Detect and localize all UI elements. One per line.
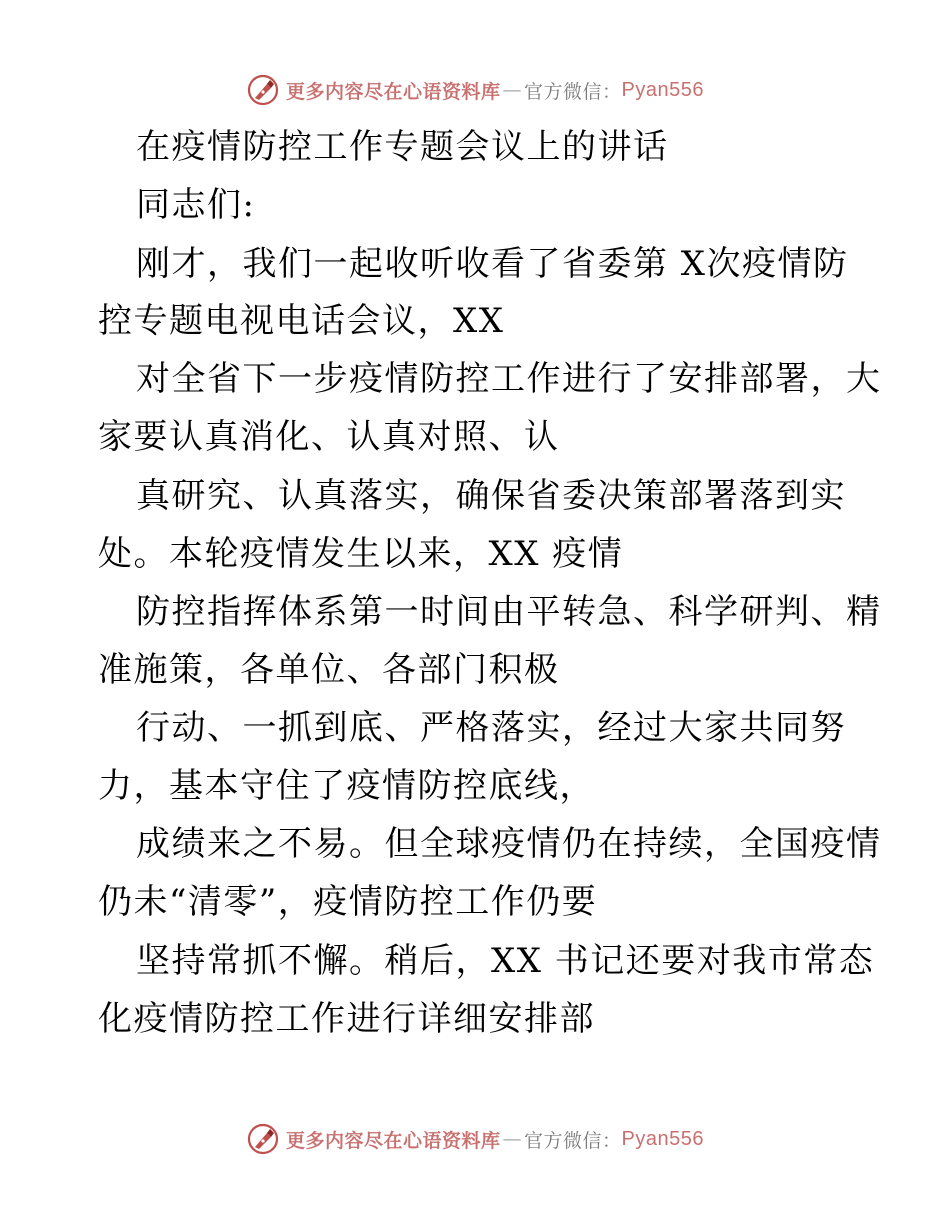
paragraph-line: 家要认真消化、认真对照、认 — [98, 417, 560, 457]
paragraph-line: 准施策，各单位、各部门积极 — [98, 650, 560, 690]
paragraph-line: 控专题电视电话会议，XX — [98, 301, 505, 341]
wechat-id: Pyan556 — [621, 1127, 704, 1150]
header-watermark-banner — [0, 70, 950, 110]
official-wechat-label: 官方微信： — [524, 80, 622, 103]
brand-text: 更多内容尽在心语资料库 — [286, 1129, 501, 1152]
paragraph-line: 仍未“清零”，疫情防控工作仍要 — [98, 882, 598, 922]
banner-dash: — — [502, 79, 523, 101]
paragraph-line: 真研究、认真落实，确保省委决策部署落到实 — [136, 476, 846, 516]
official-wechat-label: 官方微信： — [524, 1129, 622, 1152]
footer-watermark-banner — [0, 1119, 950, 1159]
paragraph-line: 行动、一抓到底、严格落实，经过大家共同努 — [136, 708, 846, 748]
wechat-id: Pyan556 — [621, 78, 704, 101]
banner-dash: — — [502, 1128, 523, 1150]
paragraph-line: 力，基本守住了疫情防控底线， — [98, 766, 595, 806]
pen-nib-circle-logo-icon — [246, 73, 280, 107]
paragraph-line: 成绩来之不易。但全球疫情仍在持续，全国疫情 — [136, 824, 882, 864]
pen-nib-circle-logo-icon — [246, 1122, 280, 1156]
paragraph-line: 刚才，我们一起收听收看了省委第 X次疫情防 — [136, 244, 849, 284]
paragraph-line: 化疫情防控工作进行详细安排部 — [98, 999, 595, 1039]
brand-text: 更多内容尽在心语资料库 — [286, 80, 501, 103]
paragraph-line: 对全省下一步疫情防控工作进行了安排部署，大 — [136, 359, 882, 399]
paragraph-line: 处。本轮疫情发生以来，XX 疫情 — [98, 534, 624, 574]
paragraph-line: 坚持常抓不懈。稍后，XX 书记还要对我市常态 — [136, 941, 875, 981]
paragraph-line: 防控指挥体系第一时间由平转急、科学研判、精 — [136, 592, 882, 632]
salutation: 同志们: — [136, 185, 256, 225]
document-title: 在疫情防控工作专题会议上的讲话 — [136, 127, 669, 167]
